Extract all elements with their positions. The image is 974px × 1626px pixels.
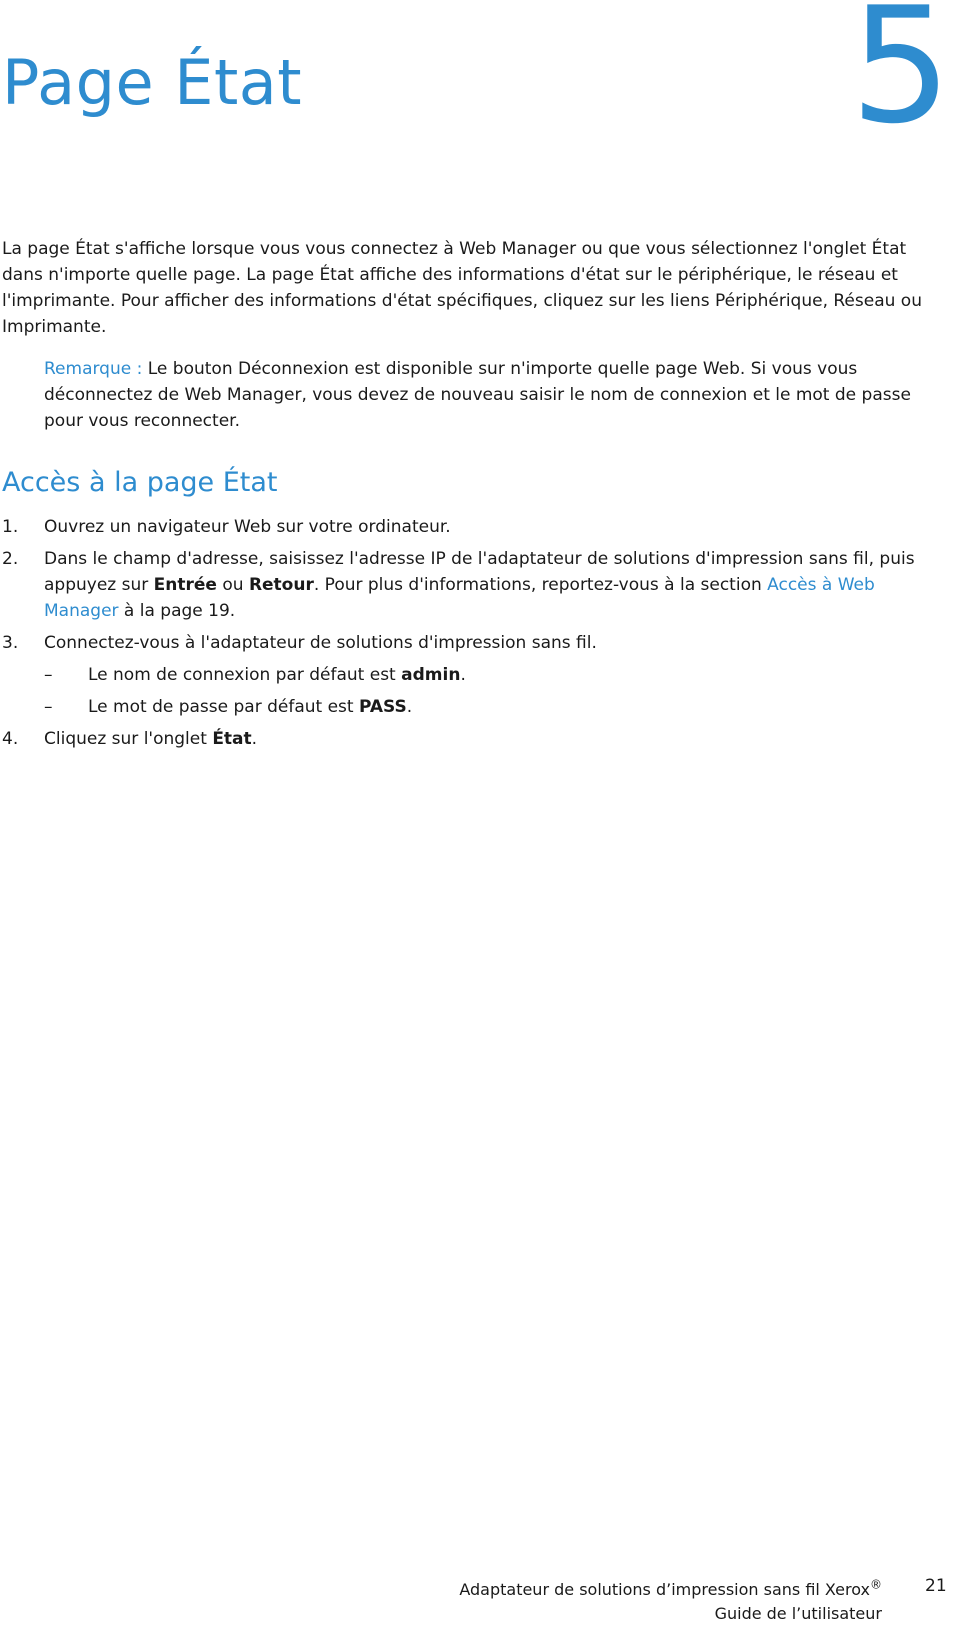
dash-bullet: – [44, 665, 53, 685]
step-3 [2, 630, 947, 720]
dash-bullet: – [44, 697, 53, 717]
key-enter: Entrée [153, 575, 217, 595]
sub-item-login [44, 662, 947, 688]
punctuation: . [460, 665, 466, 685]
page-title: Page État [2, 46, 303, 119]
step-number: 4. [2, 729, 19, 749]
step-text: Dans le champ d'adresse, saisissez l'adresse IP de l'adaptateur de solutions d'impression sans fil, puis appuyez sur [44, 549, 915, 595]
step-text: Connectez-vous à l'adaptateur de solutions d'impression sans fil. [44, 633, 597, 653]
note-paragraph [44, 356, 944, 434]
punctuation: . [406, 697, 413, 717]
default-login: admin [401, 665, 461, 685]
step-text: ou [216, 575, 249, 595]
sub-list [44, 662, 947, 720]
step-text: . Pour plus d'informations, reportez-vous à la section [313, 575, 768, 595]
note-label: Remarque : [44, 359, 143, 379]
key-return: Retour [248, 575, 314, 595]
step-text: Cliquez sur l'onglet [44, 729, 213, 749]
intro-paragraph: La page État s'affiche lorsque vous vous connectez à Web Manager ou que vous sélectionnez l'onglet État dans n'importe quelle page. La page État affiche des informations d'état sur le périphérique, le réseau et l'imprimante. Pour afficher des informations d'état spécifiques, cliquez sur les liens Périphérique, Réseau ou Imprimante. [2, 239, 922, 337]
step-4 [2, 726, 947, 752]
step-2 [2, 546, 947, 624]
web-manager-link[interactable]: Accès à Web Manager [44, 575, 875, 621]
note-text: Le bouton Déconnexion est disponible sur n'importe quelle page Web. Si vous vous déconnectez de Web Manager, vous devez de nouveau saisir le nom de connexion et le mot de passe pour vous reconnecter. [44, 359, 911, 431]
step-number: 3. [2, 633, 19, 653]
registered-mark: ® [870, 1577, 882, 1592]
footer [459, 1578, 882, 1626]
footer-guide: Guide de l’utilisateur [714, 1604, 882, 1623]
step-text: Ouvrez un navigateur Web sur votre ordinateur. [44, 517, 451, 537]
step-number: 2. [2, 549, 19, 569]
step-number: 1. [2, 517, 19, 537]
page-number: 21 [925, 1576, 947, 1596]
sub-item-text: Le mot de passe par défaut est [88, 697, 359, 717]
sub-item-text: Le nom de connexion par défaut est [88, 665, 402, 685]
footer-product-line [459, 1578, 882, 1602]
sub-item-password [44, 694, 947, 720]
default-password: PASS [359, 697, 407, 717]
status-tab-name: État [212, 729, 252, 749]
steps-list [2, 514, 947, 758]
chapter-number: 5 [850, 0, 952, 159]
footer-product: Adaptateur de solutions d’impression sans fil Xerox [459, 1580, 870, 1599]
punctuation: . [251, 729, 258, 749]
step-text: à la page 19. [118, 601, 236, 621]
section-heading: Accès à la page État [2, 467, 278, 498]
step-1 [2, 514, 947, 540]
